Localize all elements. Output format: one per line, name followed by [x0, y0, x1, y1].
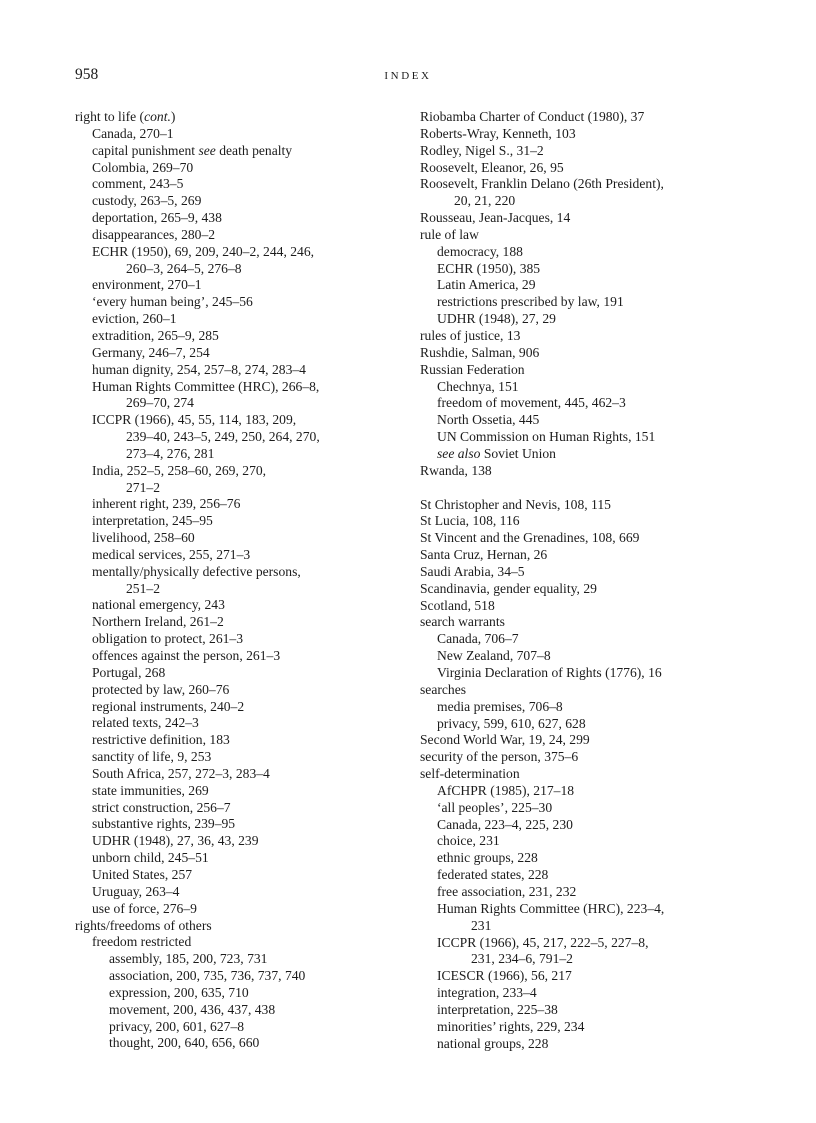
- index-subentry: [75, 530, 405, 547]
- index-heading: [420, 210, 790, 227]
- index-subentry: [75, 210, 405, 227]
- index-subentry: [75, 379, 405, 413]
- entry-text: comment, 243–5: [92, 176, 184, 192]
- index-subentry: [75, 160, 405, 177]
- index-subentry: [75, 800, 405, 817]
- index-subentry: [420, 850, 790, 867]
- index-subentry: [420, 294, 790, 311]
- index-subentry: [75, 732, 405, 749]
- index-subsubentry: [75, 985, 405, 1002]
- entry-text: unborn child, 245–51: [92, 850, 209, 866]
- entry-text: Northern Ireland, 261–2: [92, 614, 224, 630]
- entry-italic: see: [198, 142, 216, 158]
- entry-text: Scotland, 518: [420, 597, 495, 613]
- entry-text: mentally/physically defective persons,: [92, 563, 301, 579]
- entry-text: self-determination: [420, 766, 520, 782]
- index-subentry: [75, 783, 405, 800]
- index-subentry: [420, 985, 790, 1002]
- entry-text: searches: [420, 681, 467, 697]
- entry-text: Russian Federation: [420, 361, 525, 377]
- index-subentry: [75, 126, 405, 143]
- entry-text: freedom restricted: [92, 934, 192, 950]
- entry-text: St Lucia, 108, 116: [420, 513, 520, 529]
- index-heading: [420, 463, 790, 480]
- entry-text: Uruguay, 263–4: [92, 883, 180, 899]
- entry-text: Canada, 223–4, 225, 230: [437, 816, 573, 832]
- entry-text: choice, 231: [437, 833, 500, 849]
- entry-text: Santa Cruz, Hernan, 26: [420, 547, 548, 563]
- index-subentry: [75, 699, 405, 716]
- entry-text: Rwanda, 138: [420, 462, 492, 478]
- entry-continuation: 231, 234–6, 791–2: [471, 951, 573, 967]
- entry-text: Roosevelt, Eleanor, 26, 95: [420, 159, 564, 175]
- entry-text: ECHR (1950), 385: [437, 260, 541, 276]
- index-subentry: [420, 968, 790, 985]
- index-heading: [420, 749, 790, 766]
- index-heading: [420, 766, 790, 783]
- index-heading: [75, 109, 405, 126]
- entry-text: Chechnya, 151: [437, 378, 519, 394]
- index-subentry: [420, 716, 790, 733]
- entry-text: inherent right, 239, 256–76: [92, 496, 241, 512]
- entry-text: livelihood, 258–60: [92, 530, 195, 546]
- entry-text: ethnic groups, 228: [437, 850, 538, 866]
- index-heading: [420, 109, 790, 126]
- entry-text: integration, 233–4: [437, 985, 537, 1001]
- entry-text: right to life (: [75, 109, 145, 124]
- entry-text: UDHR (1948), 27, 36, 43, 239: [92, 833, 259, 849]
- entry-text: human dignity, 254, 257–8, 274, 283–4: [92, 361, 306, 377]
- index-subentry: [420, 631, 790, 648]
- entry-text: capital punishment: [92, 142, 199, 158]
- entry-text: ICCPR (1966), 45, 217, 222–5, 227–8,: [437, 934, 649, 950]
- entry-text: national emergency, 243: [92, 597, 225, 613]
- entry-text: Virginia Declaration of Rights (1776), 16: [437, 665, 662, 680]
- index-heading: [420, 227, 790, 244]
- entry-text: UDHR (1948), 27, 29: [437, 311, 556, 327]
- index-heading: [420, 126, 790, 143]
- entry-text: Canada, 706–7: [437, 631, 519, 647]
- entry-text: obligation to protect, 261–3: [92, 631, 244, 647]
- entry-text: privacy, 200, 601, 627–8: [109, 1018, 245, 1034]
- entry-text: media premises, 706–8: [437, 698, 563, 714]
- index-subentry: [75, 328, 405, 345]
- entry-continuation: 273–4, 276, 281: [126, 445, 215, 461]
- running-head: INDEX: [384, 70, 432, 82]
- entry-text: UN Commission on Human Rights, 151: [437, 429, 656, 445]
- index-subentry: [75, 362, 405, 379]
- entry-text: sanctity of life, 9, 253: [92, 749, 212, 765]
- entry-text: ICCPR (1966), 45, 55, 114, 183, 209,: [92, 412, 297, 428]
- index-subentry: [420, 277, 790, 294]
- index-heading: [420, 547, 790, 564]
- section-gap: [420, 480, 790, 497]
- index-subentry: [420, 665, 790, 682]
- index-heading: [420, 581, 790, 598]
- index-subentry: [420, 395, 790, 412]
- index-subentry: [75, 311, 405, 328]
- entry-text: restrictions prescribed by law, 191: [437, 294, 624, 310]
- index-subentry: [75, 463, 405, 497]
- entry-continuation: 20, 21, 220: [454, 193, 516, 209]
- index-column-left: [75, 109, 405, 1052]
- entry-text: Colombia, 269–70: [92, 159, 194, 175]
- entry-text: Roberts-Wray, Kenneth, 103: [420, 125, 576, 141]
- entry-text: related texts, 242–3: [92, 715, 199, 731]
- index-subsubentry: [75, 1035, 405, 1052]
- index-column-right: [420, 109, 790, 1052]
- entry-text: St Christopher and Nevis, 108, 115: [420, 496, 611, 512]
- entry-continuation: 269–70, 274: [126, 395, 194, 411]
- index-subentry: [75, 227, 405, 244]
- entry-text: Rushdie, Salman, 906: [420, 344, 540, 360]
- index-subentry: [75, 294, 405, 311]
- index-subsubentry: [75, 1002, 405, 1019]
- index-subentry: [420, 935, 790, 969]
- index-subentry: [75, 345, 405, 362]
- entry-text: expression, 200, 635, 710: [109, 984, 249, 1000]
- index-subentry: [420, 1002, 790, 1019]
- entry-text: privacy, 599, 610, 627, 628: [437, 715, 586, 731]
- entry-text: interpretation, 245–95: [92, 513, 213, 529]
- index-subsubentry: [75, 951, 405, 968]
- entry-text: strict construction, 256–7: [92, 799, 231, 815]
- entry-text: movement, 200, 436, 437, 438: [109, 1001, 276, 1017]
- index-subentry: [75, 715, 405, 732]
- index-heading: [420, 160, 790, 177]
- entry-text: rule of law: [420, 226, 479, 242]
- entry-text: New Zealand, 707–8: [437, 648, 551, 664]
- index-subentry: [420, 817, 790, 834]
- index-heading: [420, 513, 790, 530]
- entry-text: custody, 263–5, 269: [92, 193, 202, 209]
- index-subentry: [75, 597, 405, 614]
- index-heading: [420, 497, 790, 514]
- entry-text: state immunities, 269: [92, 782, 209, 798]
- index-subentry: [75, 244, 405, 278]
- entry-text: Roosevelt, Franklin Delano (26th President),: [420, 176, 664, 192]
- entry-continuation: 231: [471, 917, 492, 933]
- entry-text-after: death penalty: [215, 142, 293, 158]
- entry-text: South Africa, 257, 272–3, 283–4: [92, 765, 270, 781]
- index-subentry: [420, 244, 790, 261]
- index-subentry: [75, 682, 405, 699]
- index-subentry: [75, 176, 405, 193]
- entry-text: national groups, 228: [437, 1035, 549, 1051]
- entry-text: disappearances, 280–2: [92, 226, 216, 242]
- entry-text: interpretation, 225–38: [437, 1001, 558, 1017]
- index-subentry: [75, 901, 405, 918]
- entry-text: Rodley, Nigel S., 31–2: [420, 142, 544, 158]
- entry-continuation: 271–2: [126, 479, 160, 495]
- index-subentry: [75, 884, 405, 901]
- index-subentry: [75, 749, 405, 766]
- entry-text: Saudi Arabia, 34–5: [420, 563, 525, 579]
- index-subentry: [75, 766, 405, 783]
- entry-continuation: 239–40, 243–5, 249, 250, 264, 270,: [126, 429, 320, 445]
- entry-text: Latin America, 29: [437, 277, 536, 293]
- entry-text: protected by law, 260–76: [92, 681, 230, 697]
- entry-text: Canada, 270–1: [92, 125, 174, 141]
- entry-text: Second World War, 19, 24, 299: [420, 732, 590, 748]
- entry-text: ‘every human being’, 245–56: [92, 294, 253, 310]
- index-subentry: [75, 934, 405, 951]
- index-heading: [420, 564, 790, 581]
- index-subsubentry: [75, 1019, 405, 1036]
- index-subentry: [420, 1036, 790, 1053]
- index-heading: [420, 176, 790, 210]
- index-subentry: [420, 699, 790, 716]
- index-subentry: [420, 833, 790, 850]
- entry-text: Portugal, 268: [92, 664, 166, 680]
- index-heading: [420, 598, 790, 615]
- entry-text: ‘all peoples’, 225–30: [437, 799, 553, 815]
- index-subentry: [75, 513, 405, 530]
- index-heading: [420, 362, 790, 379]
- index-subentry: [420, 379, 790, 396]
- index-subentry: [420, 311, 790, 328]
- entry-text: restrictive definition, 183: [92, 732, 230, 748]
- entry-text: assembly, 185, 200, 723, 731: [109, 951, 268, 967]
- entry-text: free association, 231, 232: [437, 883, 577, 899]
- entry-text: environment, 270–1: [92, 277, 202, 293]
- index-heading: [420, 345, 790, 362]
- entry-text: search warrants: [420, 614, 505, 630]
- entry-text: AfCHPR (1985), 217–18: [437, 782, 575, 798]
- index-subentry: [75, 631, 405, 648]
- entry-text: deportation, 265–9, 438: [92, 210, 222, 226]
- entry-text: North Ossetia, 445: [437, 412, 540, 428]
- index-subentry: [420, 884, 790, 901]
- index-subentry: [420, 901, 790, 935]
- entry-italic: cont.: [144, 109, 171, 124]
- index-subentry: [420, 446, 790, 463]
- entry-text: regional instruments, 240–2: [92, 698, 245, 714]
- index-subentry: [75, 143, 405, 160]
- entry-text: Human Rights Committee (HRC), 223–4,: [437, 900, 665, 916]
- index-heading: [75, 918, 405, 935]
- index-subentry: [420, 1019, 790, 1036]
- index-subentry: [420, 783, 790, 800]
- entry-text: extradition, 265–9, 285: [92, 327, 219, 343]
- index-subentry: [75, 833, 405, 850]
- index-subentry: [75, 496, 405, 513]
- entry-continuation: 260–3, 264–5, 276–8: [126, 260, 242, 276]
- index-heading: [420, 328, 790, 345]
- index-subentry: [75, 564, 405, 598]
- entry-italic: see also: [437, 445, 481, 461]
- entry-text: minorities’ rights, 229, 234: [437, 1018, 585, 1034]
- index-subentry: [420, 261, 790, 278]
- entry-text: Rousseau, Jean-Jacques, 14: [420, 210, 571, 226]
- index-heading: [420, 614, 790, 631]
- entry-continuation: 251–2: [126, 580, 160, 596]
- entry-text: eviction, 260–1: [92, 311, 177, 327]
- index-subentry: [75, 816, 405, 833]
- entry-text: ECHR (1950), 69, 209, 240–2, 244, 246,: [92, 243, 315, 259]
- entry-text: federated states, 228: [437, 867, 549, 883]
- index-subentry: [420, 648, 790, 665]
- entry-text: use of force, 276–9: [92, 900, 197, 916]
- index-subentry: [420, 412, 790, 429]
- index-subentry: [75, 277, 405, 294]
- index-subentry: [420, 429, 790, 446]
- entry-text: United States, 257: [92, 866, 193, 882]
- index-subentry: [75, 412, 405, 463]
- entry-text: thought, 200, 640, 656, 660: [109, 1035, 260, 1051]
- index-subentry: [75, 867, 405, 884]
- index-subentry: [75, 614, 405, 631]
- entry-text: substantive rights, 239–95: [92, 816, 236, 832]
- index-subentry: [75, 547, 405, 564]
- entry-text: Germany, 246–7, 254: [92, 344, 210, 360]
- index-subentry: [75, 193, 405, 210]
- index-subentry: [420, 800, 790, 817]
- index-heading: [420, 530, 790, 547]
- index-subentry: [75, 665, 405, 682]
- entry-text: association, 200, 735, 736, 737, 740: [109, 968, 306, 984]
- index-heading: [420, 143, 790, 160]
- entry-text: freedom of movement, 445, 462–3: [437, 395, 626, 411]
- entry-text: medical services, 255, 271–3: [92, 546, 251, 562]
- entry-text: rules of justice, 13: [420, 327, 521, 343]
- entry-text: Scandinavia, gender equality, 29: [420, 580, 597, 596]
- index-subentry: [420, 867, 790, 884]
- index-subsubentry: [75, 968, 405, 985]
- entry-text: Riobamba Charter of Conduct (1980), 37: [420, 109, 645, 124]
- entry-text: St Vincent and the Grenadines, 108, 669: [420, 530, 640, 546]
- entry-text: democracy, 188: [437, 243, 523, 259]
- entry-text: ICESCR (1966), 56, 217: [437, 968, 572, 984]
- index-subentry: [75, 648, 405, 665]
- page-number: 958: [75, 66, 99, 83]
- index-heading: [420, 732, 790, 749]
- entry-text-after: ): [170, 109, 176, 124]
- entry-text: India, 252–5, 258–60, 269, 270,: [92, 462, 267, 478]
- entry-text: Human Rights Committee (HRC), 266–8,: [92, 378, 320, 394]
- entry-text: rights/freedoms of others: [75, 917, 212, 933]
- index-subentry: [75, 850, 405, 867]
- index-heading: [420, 682, 790, 699]
- entry-text: security of the person, 375–6: [420, 749, 579, 765]
- entry-text: offences against the person, 261–3: [92, 648, 281, 663]
- entry-text-after: Soviet Union: [480, 445, 556, 461]
